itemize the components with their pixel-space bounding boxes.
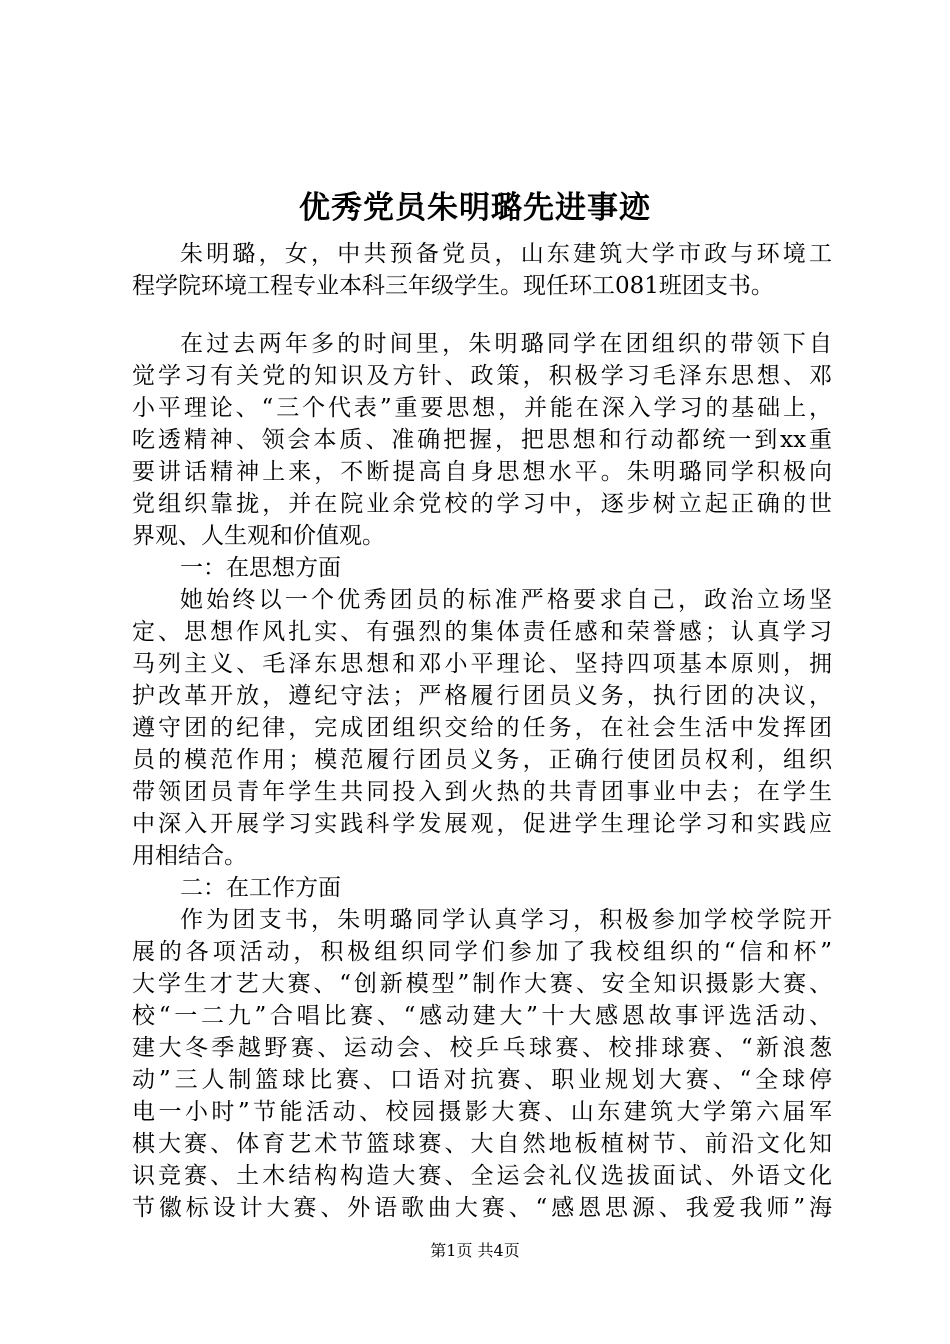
text-line: 定、思想作风扎实、有强烈的集体责任感和荣誉感；认真学习 (132, 619, 832, 645)
text-line: 中深入开展学习实践科学发展观，促进学生理论学习和实践应 (132, 811, 832, 837)
text-line: 马列主义、毛泽东思想和邓小平理论、坚持四项基本原则，拥 (132, 651, 832, 677)
text-line: 护改革开放，遵纪守法；严格履行团员义务，执行团的决议， (132, 683, 832, 709)
text-line: 电一小时”节能活动、校园摄影大赛、山东建筑大学第六届军 (132, 1099, 832, 1125)
text-line: 要讲话精神上来，不断提高自身思想水平。朱明璐同学积极向 (132, 459, 832, 485)
section-heading-thought: 一：在思想方面 (180, 555, 341, 581)
text-line: 党组织靠拢，并在院业余党校的学习中，逐步树立起正确的世 (132, 491, 832, 517)
text-line: 在过去两年多的时间里，朱明璐同学在团组织的带领下自 (180, 331, 832, 357)
text-line: 作为团支书，朱明璐同学认真学习，积极参加学校学院开 (180, 907, 832, 933)
page-number-footer: 第1页 共4页 (430, 1241, 520, 1260)
text-line: 朱明璐，女，中共预备党员，山东建筑大学市政与环境工 (180, 241, 832, 267)
text-line: 员的模范作用；模范履行团员义务，正确行使团员权利，组织 (132, 747, 832, 773)
text-line: 吃透精神、领会本质、准确把握，把思想和行动都统一到xx重 (132, 427, 832, 453)
text-line: 遵守团的纪律，完成团组织交给的任务，在社会生活中发挥团 (132, 715, 832, 741)
document-title: 优秀党员朱明璐先进事迹 (299, 190, 651, 226)
text-line: 带领团员青年学生共同投入到火热的共青团事业中去；在学生 (132, 779, 832, 805)
text-line: 棋大赛、体育艺术节篮球赛、大自然地板植树节、前沿文化知 (132, 1131, 832, 1157)
text-line: 校“一二九”合唱比赛、“感动建大”十大感恩故事评选活动、 (132, 1003, 832, 1029)
text-line: 建大冬季越野赛、运动会、校乒乓球赛、校排球赛、“新浪葱 (132, 1035, 832, 1061)
text-line: 用相结合。 (132, 843, 247, 869)
text-line: 程学院环境工程专业本科三年级学生。现任环工081班团支书。 (132, 273, 774, 299)
text-line: 小平理论、“三个代表”重要思想，并能在深入学习的基础上， (132, 395, 832, 421)
text-line: 大学生才艺大赛、“创新模型”制作大赛、安全知识摄影大赛、 (132, 971, 832, 997)
text-line: 界观、人生观和价值观。 (132, 523, 385, 549)
section-heading-work: 二：在工作方面 (180, 875, 341, 901)
text-line: 觉学习有关党的知识及方针、政策，积极学习毛泽东思想、邓 (132, 363, 832, 389)
text-line: 识竞赛、土木结构构造大赛、全运会礼仪选拔面试、外语文化 (132, 1163, 832, 1189)
text-line: 节徽标设计大赛、外语歌曲大赛、“感恩思源、我爱我师”海 (132, 1195, 832, 1221)
text-line: 展的各项活动，积极组织同学们参加了我校组织的“信和杯” (132, 939, 832, 965)
text-line: 她始终以一个优秀团员的标准严格要求自己，政治立场坚 (180, 587, 832, 613)
text-line: 动”三人制篮球比赛、口语对抗赛、职业规划大赛、“全球停 (132, 1067, 832, 1093)
